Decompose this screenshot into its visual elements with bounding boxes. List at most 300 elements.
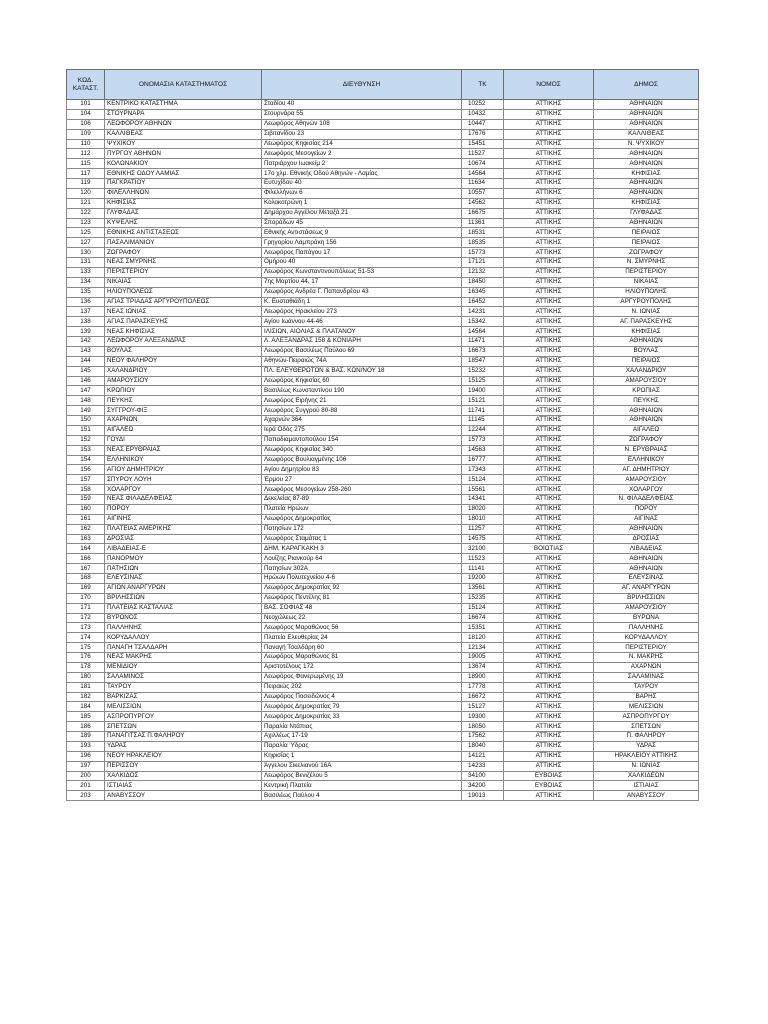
postal-code-cell: 11361 (462, 218, 504, 228)
store-address-cell: Γρηγορίου Λαμπράκη 156 (262, 238, 462, 248)
postal-code-cell: 11523 (462, 554, 504, 564)
store-code-cell: 171 (67, 603, 105, 613)
prefecture-cell: ΑΤΤΙΚΗΣ (504, 712, 594, 722)
table-row (67, 613, 699, 623)
store-name-cell: ΝΕΑΣ ΦΙΛΑΔΕΛΦΕΙΑΣ (105, 495, 262, 505)
municipality-cell: ΠΕΙΡΑΙΩΣ (594, 228, 699, 238)
prefecture-cell: ΑΤΤΙΚΗΣ (504, 109, 594, 119)
table-row (67, 583, 699, 593)
municipality-cell: ΚΗΦΙΣΙΑΣ (594, 198, 699, 208)
store-address-cell: Νεοχώλεως 22 (262, 613, 462, 623)
store-name-cell: ΝΕΟΥ ΦΑΛΗΡΟΥ (105, 356, 262, 366)
table-row (67, 248, 699, 258)
prefecture-cell: ΑΤΤΙΚΗΣ (504, 228, 594, 238)
prefecture-cell: ΑΤΤΙΚΗΣ (504, 307, 594, 317)
store-name-cell: ΚΟΡΥΔΑΛΛΟΥ (105, 633, 262, 643)
postal-code-cell: 18450 (462, 277, 504, 287)
prefecture-cell: ΑΤΤΙΚΗΣ (504, 445, 594, 455)
store-code-cell: 182 (67, 692, 105, 702)
municipality-cell: ΑΣΠΡΟΠΥΡΓΟΥ (594, 712, 699, 722)
store-name-cell: ΠΑΛΛΗΝΗΣ (105, 623, 262, 633)
store-address-cell: Σποράδων 45 (262, 218, 462, 228)
table-row (67, 258, 699, 268)
store-address-cell: Κ. Ευσταθιάδη 1 (262, 297, 462, 307)
store-code-cell: 176 (67, 653, 105, 663)
municipality-cell: ΚΟΡΥΔΑΛΛΟΥ (594, 633, 699, 643)
prefecture-cell: ΑΤΤΙΚΗΣ (504, 376, 594, 386)
postal-code-cell: 13561 (462, 583, 504, 593)
table-row (67, 603, 699, 613)
postal-code-cell: 18040 (462, 741, 504, 751)
municipality-cell: ΑΘΗΝΑΙΩΝ (594, 337, 699, 347)
municipality-cell: ΕΛΛΗΝΙΚΟΥ (594, 455, 699, 465)
store-address-cell: Λεωφόρος Βασιλέως Παύλου 69 (262, 346, 462, 356)
table-row (67, 643, 699, 653)
municipality-cell: ΖΩΓΡΑΦΟΥ (594, 435, 699, 445)
table-row (67, 129, 699, 139)
prefecture-cell: ΑΤΤΙΚΗΣ (504, 613, 594, 623)
municipality-cell: Ν. ΙΩΝΙΑΣ (594, 761, 699, 771)
table-row (67, 346, 699, 356)
store-name-cell: ΔΡΟΣΙΑΣ (105, 534, 262, 544)
store-address-cell: Παπαδιαμαντοπούλου 154 (262, 435, 462, 445)
table-row (67, 722, 699, 732)
store-name-cell: ΧΑΛΑΝΔΡΙΟΥ (105, 366, 262, 376)
prefecture-cell: ΑΤΤΙΚΗΣ (504, 119, 594, 129)
municipality-cell: ΠΟΡΟΥ (594, 504, 699, 514)
store-name-cell: ΠΑΤΗΣΙΩΝ (105, 564, 262, 574)
postal-code-cell: 18535 (462, 238, 504, 248)
store-name-cell: ΑΧΑΡΝΩΝ (105, 416, 262, 426)
store-name-cell: ΕΘΝΙΚΗΣ ΑΝΤΙΣΤΑΣΕΩΣ (105, 228, 262, 238)
postal-code-cell: 15773 (462, 435, 504, 445)
prefecture-cell: ΑΤΤΙΚΗΣ (504, 416, 594, 426)
store-code-cell: 143 (67, 346, 105, 356)
store-code-cell: 170 (67, 593, 105, 603)
store-code-cell: 157 (67, 475, 105, 485)
prefecture-cell: ΑΤΤΙΚΗΣ (504, 455, 594, 465)
municipality-cell: ΑΜΑΡΟΥΣΙΟΥ (594, 475, 699, 485)
prefecture-cell: ΑΤΤΙΚΗΣ (504, 702, 594, 712)
table-row (67, 109, 699, 119)
store-address-cell: Λεωφόρος Δημοκρατίας 92 (262, 583, 462, 593)
postal-code-cell: 15235 (462, 593, 504, 603)
store-code-cell: 134 (67, 277, 105, 287)
store-address-cell: Λεωφόρος Παπάγου 17 (262, 248, 462, 258)
store-name-cell: ΝΕΑΣ ΣΜΥΡΝΗΣ (105, 258, 262, 268)
table-row (67, 653, 699, 663)
postal-code-cell: 15351 (462, 623, 504, 633)
store-code-cell: 196 (67, 751, 105, 761)
table-row (67, 406, 699, 416)
store-code-cell: 123 (67, 218, 105, 228)
store-address-cell: Λεωφόρος Κηφισίας 340 (262, 445, 462, 455)
table-row (67, 465, 699, 475)
store-code-cell: 162 (67, 524, 105, 534)
postal-code-cell: 16675 (462, 208, 504, 218)
table-row (67, 564, 699, 574)
municipality-cell: Ν. ΣΜΥΡΝΗΣ (594, 258, 699, 268)
store-name-cell: ΑΓΙΑΣ ΤΡΙΑΔΑΣ ΑΡΓΥΡΟΥΠΟΛΕΩΣ (105, 297, 262, 307)
prefecture-cell: ΑΤΤΙΚΗΣ (504, 198, 594, 208)
store-code-cell: 110 (67, 139, 105, 149)
store-name-cell: ΒΟΥΛΑΣ (105, 346, 262, 356)
store-code-cell: 160 (67, 504, 105, 514)
header-tk: ΤΚ (462, 70, 504, 100)
store-code-cell: 158 (67, 485, 105, 495)
prefecture-cell: ΑΤΤΙΚΗΣ (504, 149, 594, 159)
postal-code-cell: 16673 (462, 346, 504, 356)
municipality-cell: ΑΘΗΝΑΙΩΝ (594, 159, 699, 169)
postal-code-cell: 10432 (462, 109, 504, 119)
store-name-cell: ΚΥΨΕΛΗΣ (105, 218, 262, 228)
store-address-cell: Λεωφόρος Μαραθώνος 56 (262, 623, 462, 633)
municipality-cell: ΚΗΦΙΣΙΑΣ (594, 327, 699, 337)
store-address-cell: Κηφισίας 1 (262, 751, 462, 761)
store-code-cell: 145 (67, 366, 105, 376)
postal-code-cell: 15124 (462, 603, 504, 613)
store-code-cell: 186 (67, 722, 105, 732)
postal-code-cell: 18547 (462, 356, 504, 366)
store-code-cell: 168 (67, 574, 105, 584)
prefecture-cell: ΑΤΤΙΚΗΣ (504, 722, 594, 732)
postal-code-cell: 15232 (462, 366, 504, 376)
prefecture-cell: ΑΤΤΙΚΗΣ (504, 554, 594, 564)
store-address-cell: Κολοκοτρώνη 1 (262, 198, 462, 208)
store-code-cell: 149 (67, 406, 105, 416)
table-row (67, 179, 699, 189)
store-name-cell: ΚΕΝΤΡΙΚΟ ΚΑΤΑΣΤΗΜΑ (105, 100, 262, 110)
store-name-cell: ΝΕΑΣ ΚΗΦΙΣΙΑΣ (105, 327, 262, 337)
store-name-cell: ΑΜΑΡΟΥΣΙΟΥ (105, 376, 262, 386)
prefecture-cell: ΑΤΤΙΚΗΣ (504, 504, 594, 514)
prefecture-cell: ΒΟΙΩΤΙΑΣ (504, 544, 594, 554)
store-name-cell: ΚΟΛΩΝΑΚΙΟΥ (105, 159, 262, 169)
table-row (67, 307, 699, 317)
store-name-cell: ΗΛΙΟΥΠΟΛΕΩΣ (105, 287, 262, 297)
table-row (67, 149, 699, 159)
prefecture-cell: ΑΤΤΙΚΗΣ (504, 287, 594, 297)
table-row (67, 732, 699, 742)
postal-code-cell: 32100 (462, 544, 504, 554)
store-address-cell: Λεωφόρος Αθηνών 108 (262, 119, 462, 129)
prefecture-cell: ΑΤΤΙΚΗΣ (504, 485, 594, 495)
postal-code-cell: 17676 (462, 129, 504, 139)
municipality-cell: ΑΘΗΝΑΙΩΝ (594, 149, 699, 159)
store-code-cell: 139 (67, 327, 105, 337)
municipality-cell: ΑΘΗΝΑΙΩΝ (594, 564, 699, 574)
prefecture-cell: ΑΤΤΙΚΗΣ (504, 653, 594, 663)
municipality-cell: ΣΑΛΑΜΙΝΑΣ (594, 672, 699, 682)
table-row (67, 692, 699, 702)
postal-code-cell: 11634 (462, 179, 504, 189)
store-code-cell: 144 (67, 356, 105, 366)
store-code-cell: 112 (67, 149, 105, 159)
store-address-cell: 7ης Μαρτίου 44, 17 (262, 277, 462, 287)
municipality-cell: ΑΓ. ΑΝΑΡΓΥΡΩΝ (594, 583, 699, 593)
municipality-cell: ΑΝΑΒΥΣΣΟΥ (594, 791, 699, 801)
store-address-cell: Λεωφόρος Ανδρέα Γ. Παπανδρέου 43 (262, 287, 462, 297)
municipality-cell: ΗΛΙΟΥΠΟΛΗΣ (594, 287, 699, 297)
municipality-cell: ΚΗΦΙΣΙΑΣ (594, 169, 699, 179)
table-row (67, 287, 699, 297)
postal-code-cell: 17562 (462, 732, 504, 742)
table-row (67, 574, 699, 584)
store-name-cell: ΠΑΓΚΡΑΤΙΟΥ (105, 179, 262, 189)
store-address-cell: ΒΑΣ. ΣΟΦΙΑΣ 48 (262, 603, 462, 613)
store-address-cell: Πλατεία Ελευθερίας 24 (262, 633, 462, 643)
postal-code-cell: 15127 (462, 702, 504, 712)
postal-code-cell: 13674 (462, 662, 504, 672)
store-code-cell: 185 (67, 712, 105, 722)
store-code-cell: 173 (67, 623, 105, 633)
prefecture-cell: ΑΤΤΙΚΗΣ (504, 603, 594, 613)
prefecture-cell: ΑΤΤΙΚΗΣ (504, 662, 594, 672)
store-name-cell: ΥΔΡΑΣ (105, 741, 262, 751)
postal-code-cell: 11471 (462, 337, 504, 347)
store-name-cell: ΝΕΑΣ ΕΡΥΘΡΑΙΑΣ (105, 445, 262, 455)
postal-code-cell: 14575 (462, 534, 504, 544)
table-row (67, 376, 699, 386)
store-name-cell: ΠΕΡΙΣΣΟΥ (105, 761, 262, 771)
table-row (67, 327, 699, 337)
postal-code-cell: 15124 (462, 475, 504, 485)
store-code-cell: 146 (67, 376, 105, 386)
store-code-cell: 174 (67, 633, 105, 643)
municipality-cell: Ν. ΦΙΛΑΔΕΛΦΕΙΑΣ (594, 495, 699, 505)
store-name-cell: ΜΕΛΙΣΣΙΩΝ (105, 702, 262, 712)
store-name-cell: ΠΑΝΟΡΜΟΥ (105, 554, 262, 564)
store-address-cell: Πατριάρχου Ιωακείμ 2 (262, 159, 462, 169)
prefecture-cell: ΕΥΒΟΙΑΣ (504, 771, 594, 781)
store-address-cell: ΠΛ. ΕΛΕΥΘΕΡΩΤΩΝ & ΒΑΣ. ΚΩΝ/ΝΟΥ 18 (262, 366, 462, 376)
postal-code-cell: 11141 (462, 564, 504, 574)
municipality-cell: ΒΑΡΗΣ (594, 692, 699, 702)
store-code-cell: 163 (67, 534, 105, 544)
postal-code-cell: 19005 (462, 653, 504, 663)
store-code-cell: 175 (67, 643, 105, 653)
store-name-cell: ΑΣΠΡΟΠΥΡΓΟΥ (105, 712, 262, 722)
table-row (67, 445, 699, 455)
store-name-cell: ΠΛΑΤΕΙΑΣ ΑΜΕΡΙΚΗΣ (105, 524, 262, 534)
postal-code-cell: 19300 (462, 712, 504, 722)
prefecture-cell: ΕΥΒΟΙΑΣ (504, 781, 594, 791)
store-address-cell: Λεωφόρος Μεσογείων 2 (262, 149, 462, 159)
store-address-cell: Έρμου 27 (262, 475, 462, 485)
table-row (67, 396, 699, 406)
store-name-cell: ΛΙΒΑΔΕΙΑΣ-Ε (105, 544, 262, 554)
store-code-cell: 122 (67, 208, 105, 218)
prefecture-cell: ΑΤΤΙΚΗΣ (504, 791, 594, 801)
store-address-cell: Κεντρική Πλατεία (262, 781, 462, 791)
store-name-cell: ΣΠΥΡΟΥ ΛΟΥΗ (105, 475, 262, 485)
municipality-cell: ΒΟΥΛΑΣ (594, 346, 699, 356)
postal-code-cell: 14121 (462, 751, 504, 761)
store-name-cell: ΒΥΡΩΝΟΣ (105, 613, 262, 623)
table-row (67, 317, 699, 327)
store-address-cell: Δεκελείας 87-89 (262, 495, 462, 505)
header-name: ΟΝΟΜΑΣΙΑ ΚΑΤΑΣΤΗΜΑΤΟΣ (105, 70, 262, 100)
postal-code-cell: 34100 (462, 771, 504, 781)
store-address-cell: Λεωφόρος Πεντέλης 81 (262, 593, 462, 603)
store-address-cell: Ευτυχίδου 40 (262, 179, 462, 189)
table-row (67, 751, 699, 761)
store-address-cell: Αγίου Ιωάννου 44-46 (262, 317, 462, 327)
postal-code-cell: 14564 (462, 169, 504, 179)
store-name-cell: ΜΕΝΙΔΙΟΥ (105, 662, 262, 672)
municipality-cell: ΕΛΕΥΣΙΝΑΣ (594, 574, 699, 584)
store-address-cell: 17ο χλμ. Εθνικής Οδού Αθηνών - Λαμίας (262, 169, 462, 179)
store-name-cell: ΕΘΝΙΚΗΣ ΟΔΟΥ ΛΑΜΙΑΣ (105, 169, 262, 179)
store-code-cell: 181 (67, 682, 105, 692)
municipality-cell: ΑΓ. ΔΗΜΗΤΡΙΟΥ (594, 465, 699, 475)
postal-code-cell: 16345 (462, 287, 504, 297)
municipality-cell: ΝΙΚΑΙΑΣ (594, 277, 699, 287)
municipality-cell: ΠΕΙΡΑΙΩΣ (594, 238, 699, 248)
store-name-cell: ΠΑΝΑΓΙΤΣΑΣ Π.ΦΑΛΗΡΟΥ (105, 732, 262, 742)
store-name-cell: ΒΡΙΛΗΣΣΙΩΝ (105, 593, 262, 603)
postal-code-cell: 14562 (462, 198, 504, 208)
table-row (67, 356, 699, 366)
municipality-cell: Ν. ΕΡΥΘΡΑΙΑΣ (594, 445, 699, 455)
prefecture-cell: ΑΤΤΙΚΗΣ (504, 179, 594, 189)
municipality-cell: ΥΔΡΑΣ (594, 741, 699, 751)
prefecture-cell: ΑΤΤΙΚΗΣ (504, 356, 594, 366)
store-code-cell: 193 (67, 741, 105, 751)
store-code-cell: 142 (67, 337, 105, 347)
table-row (67, 337, 699, 347)
municipality-cell: ΑΘΗΝΑΙΩΝ (594, 119, 699, 129)
table-row (67, 534, 699, 544)
table-row (67, 188, 699, 198)
store-address-cell: Δημάρχου Αγγέλου Μεταξά 21 (262, 208, 462, 218)
postal-code-cell: 18010 (462, 514, 504, 524)
store-name-cell: ΕΛΕΥΣΙΝΑΣ (105, 574, 262, 584)
store-address-cell: Αριστοτέλους 172 (262, 662, 462, 672)
prefecture-cell: ΑΤΤΙΚΗΣ (504, 732, 594, 742)
prefecture-cell: ΑΤΤΙΚΗΣ (504, 741, 594, 751)
store-address-cell: Λεωφόρος Μεσογείων 258-260 (262, 485, 462, 495)
store-address-cell: Παραλία Ντάπιας (262, 722, 462, 732)
table-row (67, 218, 699, 228)
prefecture-cell: ΑΤΤΙΚΗΣ (504, 751, 594, 761)
postal-code-cell: 17343 (462, 465, 504, 475)
table-row (67, 623, 699, 633)
table-row (67, 208, 699, 218)
prefecture-cell: ΑΤΤΙΚΗΣ (504, 100, 594, 110)
store-code-cell: 166 (67, 554, 105, 564)
municipality-cell: ΑΓ. ΠΑΡΑΣΚΕΥΗΣ (594, 317, 699, 327)
municipality-cell: Π. ΦΑΛΗΡΟΥ (594, 732, 699, 742)
table-row (67, 791, 699, 801)
store-name-cell: ΑΙΓΙΝΗΣ (105, 514, 262, 524)
store-code-cell: 161 (67, 514, 105, 524)
store-address-cell: ΙΛΙΣΙΩΝ, ΑΙΟΛΙΑΣ & ΠΛΑΤΑΝΟΥ (262, 327, 462, 337)
table-row (67, 267, 699, 277)
store-code-cell: 131 (67, 258, 105, 268)
prefecture-cell: ΑΤΤΙΚΗΣ (504, 129, 594, 139)
store-code-cell: 127 (67, 238, 105, 248)
branch-list-sheet (66, 69, 698, 801)
prefecture-cell: ΑΤΤΙΚΗΣ (504, 248, 594, 258)
table-row (67, 455, 699, 465)
store-address-cell: Λεωφόρος Ποσειδώνος 4 (262, 692, 462, 702)
postal-code-cell: 10447 (462, 119, 504, 129)
store-code-cell: 106 (67, 119, 105, 129)
store-address-cell: Πειραιώς 202 (262, 682, 462, 692)
store-name-cell: ΣΑΛΑΜΙΝΟΣ (105, 672, 262, 682)
prefecture-cell: ΑΤΤΙΚΗΣ (504, 514, 594, 524)
postal-code-cell: 15342 (462, 317, 504, 327)
postal-code-cell: 16777 (462, 455, 504, 465)
municipality-cell: ΑΘΗΝΑΙΩΝ (594, 524, 699, 534)
store-name-cell: ΓΟΥΔΙ (105, 435, 262, 445)
store-address-cell: Εθνικής Αντιστάσεως 9 (262, 228, 462, 238)
store-code-cell: 164 (67, 544, 105, 554)
postal-code-cell: 19400 (462, 386, 504, 396)
prefecture-cell: ΑΤΤΙΚΗΣ (504, 169, 594, 179)
municipality-cell: ΑΙΓΑΛΕΩ (594, 425, 699, 435)
store-address-cell: Αχιλλέως 17-19 (262, 732, 462, 742)
municipality-cell: ΑΘΗΝΑΙΩΝ (594, 188, 699, 198)
prefecture-cell: ΑΤΤΙΚΗΣ (504, 188, 594, 198)
table-row (67, 514, 699, 524)
prefecture-cell: ΑΤΤΙΚΗΣ (504, 524, 594, 534)
store-code-cell: 150 (67, 416, 105, 426)
prefecture-cell: ΑΤΤΙΚΗΣ (504, 327, 594, 337)
store-name-cell: ΨΥΧΙΚΟΥ (105, 139, 262, 149)
store-name-cell: ΣΠΕΤΣΩΝ (105, 722, 262, 732)
store-name-cell: ΠΛΑΤΕΙΑΣ ΚΑΣΤΑΛΙΑΣ (105, 603, 262, 613)
store-name-cell: ΠΑΣΑΛΙΜΑΝΙΟΥ (105, 238, 262, 248)
table-row (67, 662, 699, 672)
store-address-cell: Λουΐζης Ριανκούρ 64 (262, 554, 462, 564)
store-address-cell: Στουρνάρα 55 (262, 109, 462, 119)
header-dimos: ΔΗΜΟΣ (594, 70, 699, 100)
table-row (67, 159, 699, 169)
table-row (67, 633, 699, 643)
postal-code-cell: 12134 (462, 643, 504, 653)
store-address-cell: Φιλελλήνων 6 (262, 188, 462, 198)
municipality-cell: ΛΙΒΑΔΕΙΑΣ (594, 544, 699, 554)
postal-code-cell: 11145 (462, 416, 504, 426)
store-code-cell: 138 (67, 317, 105, 327)
prefecture-cell: ΑΤΤΙΚΗΣ (504, 465, 594, 475)
postal-code-cell: 18900 (462, 672, 504, 682)
store-address-cell: Πατησίων 302Α (262, 564, 462, 574)
store-name-cell: ΑΓΙΩΝ ΑΝΑΡΓΥΡΩΝ (105, 583, 262, 593)
table-row (67, 554, 699, 564)
municipality-cell: ΑΘΗΝΑΙΩΝ (594, 100, 699, 110)
store-name-cell: ΝΕΑΣ ΜΑΚΡΗΣ (105, 653, 262, 663)
municipality-cell: ΙΣΤΙΑΙΑΣ (594, 781, 699, 791)
store-name-cell: ΛΕΩΦΟΡΟΥ ΑΛΕΞΑΝΔΡΑΣ (105, 337, 262, 347)
store-code-cell: 133 (67, 267, 105, 277)
store-address-cell: Πατησίων 172 (262, 524, 462, 534)
prefecture-cell: ΑΤΤΙΚΗΣ (504, 633, 594, 643)
prefecture-cell: ΑΤΤΙΚΗΣ (504, 139, 594, 149)
store-code-cell: 119 (67, 179, 105, 189)
table-row (67, 425, 699, 435)
table-row (67, 524, 699, 534)
store-code-cell: 115 (67, 159, 105, 169)
municipality-cell: ΜΕΛΙΣΣΙΩΝ (594, 702, 699, 712)
store-name-cell: ΠΟΡΟΥ (105, 504, 262, 514)
postal-code-cell: 11257 (462, 524, 504, 534)
store-address-cell: Βασιλέως Παύλου 4 (262, 791, 462, 801)
prefecture-cell: ΑΤΤΙΚΗΣ (504, 564, 594, 574)
table-row (67, 702, 699, 712)
